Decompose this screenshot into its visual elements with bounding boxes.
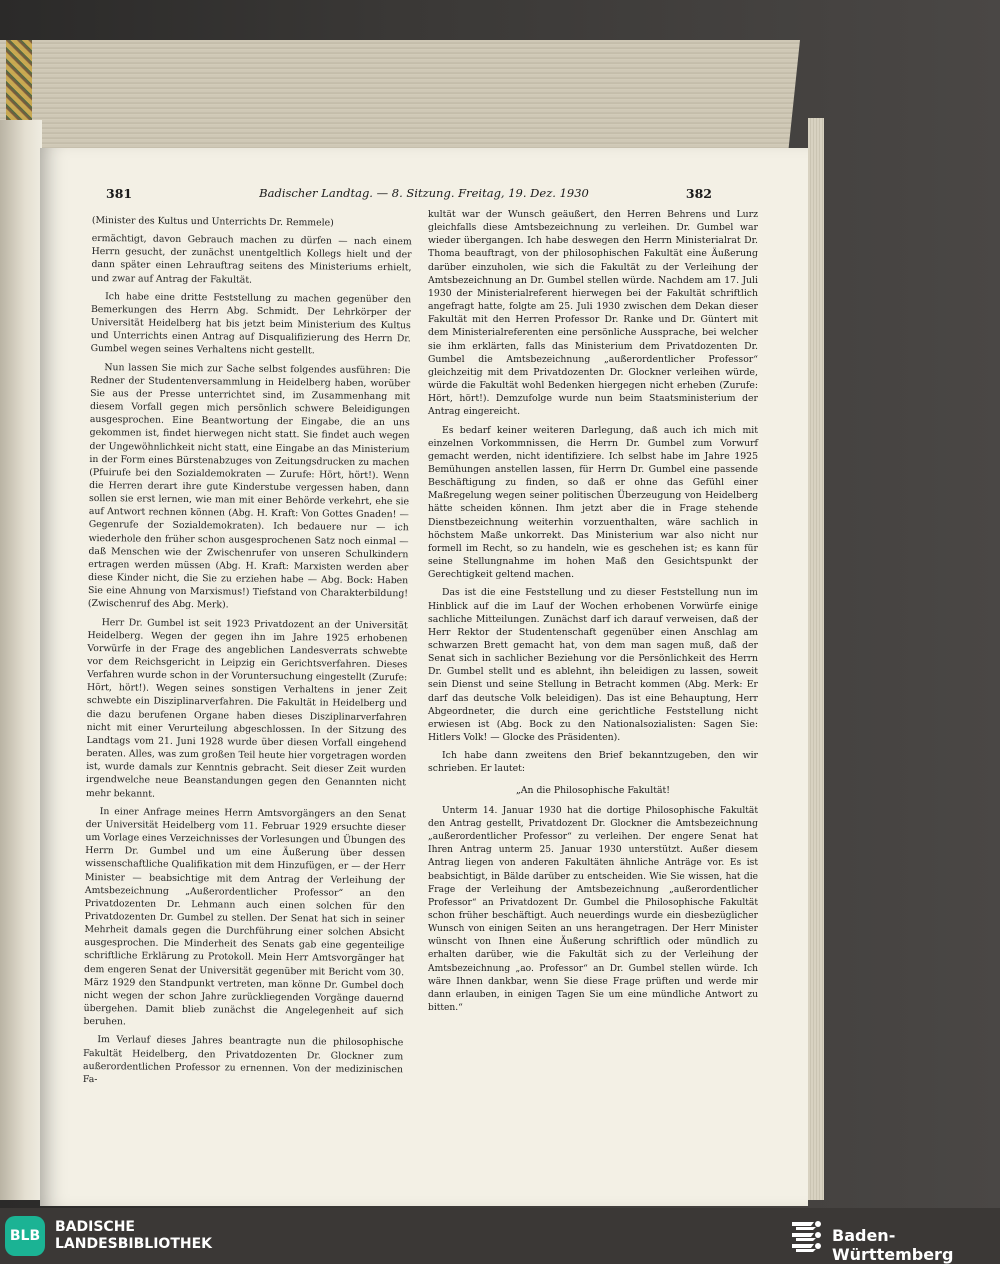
paragraph: Es bedarf keiner weiteren Darlegung, daß auch ich mich mit einzelnen Vorkommnissen, die Herrn Dr. Gumbel zum Vorwurf gemacht werden, nicht identifiziere. Ich selbst habe im Jahre 1925 Bemühungen anstellen lassen, für Herrn Dr. Gumbel eine passende Beschäftigung zu finden, so daß er ohne das Gefühl einer Maßregelung wegen seiner politischen Überzeugung von Heidelberg hätte scheiden können. Ihm jetzt aber die in Frage stehende Dienstbezeichnung weiterhin vorzuenthalten, wäre sachlich in höchstem Maße unkorrekt. Das Ministerium war also nicht nur formell im Recht, so zu handeln, wie es geschehen ist; es kann für seine Stellungnahme im hohen Maß den Gesichtspunkt der Gerechtigkeit geltend machen. (428, 424, 758, 581)
left-column (83, 214, 412, 1094)
letter-body: Unterm 14. Januar 1930 hat die dortige Philosophische Fakultät den Antrag gestellt, Privatdozent Dr. Glockner die Amtsbezeichnung „außerordentlicher Professor“ zu verleihen. Der engere Senat hat Ihren Antrag unterm 25. Januar 1930 unterstützt. Außer diesem Antrag liegen von anderen Fakultäten ähnliche Anträge vor. Es ist beabsichtigt, in Bälde darüber zu entscheiden. Wie Sie wissen, hat die Frage der Verleihung der Amtsbezeichnung „außerordentlicher Professor“ an Privatdozent Dr. Gumbel die Philosophische Fakultät schon früher beschäftigt. Auch neuerdings wurde ein diesbezüglicher Wunsch von einigen Seiten an uns herangetragen. Der Herr Minister wünscht von Ihnen eine Äußerung schriftlich oder mündlich zu erhalten darüber, wie die Fakultät sich zu der Verleihung der Amtsbezeichnung „ao. Professor“ an Dr. Gumbel stellen würde. Ich wäre Ihnen dankbar, wenn Sie diese Frage prüften und werde mir dann erlauben, in einigen Tagen Sie um eine mündliche Antwort zu bitten.“ (428, 805, 758, 1014)
page (40, 148, 808, 1206)
paragraph: Nun lassen Sie mich zur Sache selbst folgendes ausführen: Die Redner der Studentenversammlung in Heidelberg haben, worüber Sie aus der Presse unterrichtet sind, im Zusammenhang mit diesem Vorfall gegen mich persönlich schwere Beleidigungen ausgesprochen. Eine Beantwortung der Eingabe, die an uns gekommen ist, findet hierwegen nicht statt. Sie findet auch wegen der Ungewöhnlichkeit nicht statt, eine Eingabe an das Ministerium in der Form eines Bürstenabzuges von Zeitungsdrucken zu machen (Pfuirufe bei den Sozialdemokraten — Zurufe: Hört, hört!). Wenn die Herren derart ihre gute Kinderstube vergessen haben, dann sollen sie erst lernen, wie man mit einer Behörde verkehrt, ehe sie auf Antwort rechnen können (Abg. H. Kraft: Von Gottes Gnaden! — Gegenrufe der Sozialdemokraten). Ich bedauere nur — ich wiederhole den früher schon ausgesprochenen Satz noch einmal — daß Menschen wie der Zwischenrufer von unseren Schulkindern ertragen werden müssen (Abg. H. Kraft: Marxisten werden aber diese Kinder nicht, die Sie zu erziehen habe — Abg. Bock: Haben Sie eine Ahnung von Marxismus!) Tiefstand von Charakterbildung! (Zwischenruf des Abg. Merk). (87, 361, 411, 611)
paragraph: In einer Anfrage meines Herrn Amtsvorgängers an den Senat der Universität Heidelberg vom 11. Februar 1929 ersuchte dieser um Vorlage eines Verzeichnisses der Vorlesungen und Übungen des Herrn Dr. Gumbel und um eine Äußerung über dessen wissenschaftliche Qualifikation mit dem Hinzufügen, er — der Herr Minister — beabsichtige mit dem Antrag der Verleihung der Amtsbezeichnung „Außerordentlicher Professor“ an den Privatdozenten Dr. Lehmann auch einen solchen für den Privatdozenten Dr. Gumbel zu stellen. Der Senat hat sich in seiner Mehrheit damals gegen die Durchführung einer solchen Absicht ausgesprochen. Die Minderheit des Senats gab eine gegenteilige schriftliche Erklärung zu Protokoll. Mein Herr Amtsvorgänger hat dem engeren Senat der Universität gegenüber mit Bericht vom 30. März 1929 den Standpunkt vertreten, man könne Dr. Gumbel doch nicht wegen der schon Jahre zurückliegenden Vorgänge dauernd übergehen. Damit blieb zunächst die Angelegenheit auf sich beruhen. (83, 805, 406, 1028)
blb-logo-icon[interactable]: BLB (5, 1216, 45, 1256)
library-name-line1: BADISCHE (55, 1219, 135, 1235)
library-name[interactable] (55, 1219, 212, 1253)
speaker-line: (Minister des Kultus und Unterrichts Dr. Remmele) (91, 214, 334, 229)
letter-heading: „An die Philosophische Fakultät! (515, 784, 671, 796)
running-header: Badischer Landtag. — 8. Sitzung. Freitag, 19. Dez. 1930 (259, 186, 589, 200)
page-number-right: 382 (685, 186, 712, 201)
footer-bar (0, 1208, 1000, 1263)
paragraph: Ich habe dann zweitens den Brief bekanntzugeben, den wir schrieben. Er lautet: (428, 750, 758, 775)
paragraph: Das ist die eine Feststellung und zu dieser Feststellung nun im Hinblick auf die im Lauf der Wochen erhobenen Vorwürfe einige sachliche Mitteilungen. Zunächst darf ich darauf verweisen, daß der Herr Rektor der Studentenschaft gegenüber einen Anschlag am schwarzen Brett gemacht hat, von dem man sagen muß, daß der Senat sich in sachlicher Beziehung vor die Persönlichkeit des Herrn Dr. Gumbel stellt und es ablehnt, ihn beleidigen zu lassen, soweit sein Dienst und seine Stellung in Betracht kommen (Abg. Merk: Er darf das deutsche Volk beleidigen). Das ist eine Behauptung, Herr Abgeordneter, die durch eine gerichtliche Feststellung nicht erwiesen ist (Abg. Bock zu den Nationalsozialisten: Sagen Sie: Hitlers Volk! — Glocke des Präsidenten). (428, 587, 758, 744)
paragraph: Herr Dr. Gumbel ist seit 1923 Privatdozent an der Universität Heidelberg. Wegen der gegen ihn im Jahre 1925 erhobenen Vorwürfe in der Frage des angeblichen Landesverrats schwebte vor dem Reichsgericht in Leipzig ein Gerichtsverfahren. Dieses Verfahren wurde schon in der Voruntersuchung eingestellt (Zurufe: Hört, hört!). Wegen seines sonstigen Verhaltens in jener Zeit schwebte ein Disziplinarverfahren. Die Fakultät in Heidelberg und die dazu berufenen Organe haben dieses Disziplinarverfahren nicht mit einer Verurteilung abgeschlossen. In der Sitzung des Landtags vom 21. Juni 1928 wurde über diesen Vorfall eingehend beraten. Alles, was zum großen Teil heute hier vorgetragen worden ist, wurde damals zur Kenntnis gebracht. Seit dieser Zeit wurden irgendwelche neue Beanstandungen gegen den Genannten nicht mehr bekannt. (85, 616, 408, 800)
library-name-line2: LANDESBIBLIOTHEK (55, 1236, 213, 1252)
paragraph: ermächtigt, davon Gebrauch machen zu dürfen — nach einem Herrn gesucht, der zunächst unentgeltlich Kollegs hielt und der dann später einen Lehrauftrag seitens des Ministeriums erhielt, und zwar auf Antrag der Fakultät. (91, 233, 412, 286)
paragraph: kultät war der Wunsch geäußert, den Herren Behrens und Lurz gleichfalls diese Amtsbezeichnung zu verleihen. Dr. Gumbel war wieder übergangen. Ich habe deswegen den Herrn Ministerialrat Dr. Thoma beauftragt, von der philosophischen Fakultät eine Äußerung darüber einzuholen, wie sich die Fakultät zu der Verleihung der Amtsbezeichnung an Dr. Gumbel stellen würde. Nachdem am 17. Juli 1930 der Ministerialreferent hierwegen bei der Fakultät schriftlich angefragt hatte, folgte am 25. Juli 1930 zwischen dem Dekan dieser Fakultät mit den Herren Professor Dr. Ranke und Dr. Güntert mit dem Ministerialreferenten eine persönliche Aussprache, bei welcher sie ihm erklärten, falls das Ministerium dem Privatdozenten Dr. Gumbel die Amtsbezeichnung „außerordentlicher Professor“ gleichzeitig mit dem Privatdozenten Dr. Glockner verleihen würde, würde die Fakultät wohl Bedenken hiergegen nicht erheben (Zurufe: Hört, hört!). Demzufolge wurde nun beim Staatsministerium der Antrag eingereicht. (428, 209, 758, 418)
page-number-left: 381 (106, 186, 133, 201)
paragraph: Im Verlauf dieses Jahres beantragte nun die philosophische Fakultät Heidelberg, den Privatdozenten Dr. Glockner zum außerordentlichen Professor zu ernennen. Von der medizinischen Fa- (82, 1034, 404, 1085)
left-page-edge (0, 120, 42, 1200)
state-name[interactable]: Baden-Württemberg (832, 1226, 954, 1264)
page-stack-edge (808, 118, 824, 1200)
book-top-edge (0, 40, 800, 150)
right-column (428, 208, 758, 1020)
paragraph: Ich habe eine dritte Feststellung zu machen gegenüber den Bemerkungen des Herrn Abg. Schmidt. Der Lehrkörper der Universität Heidelberg hat bis jetzt beim Ministerium des Kultus und Unterrichts einen Antrag auf Disqualifizierung des Herrn Dr. Gumbel wegen seines Verhaltens nicht gestellt. (90, 290, 412, 357)
state-lions-icon (790, 1218, 824, 1254)
